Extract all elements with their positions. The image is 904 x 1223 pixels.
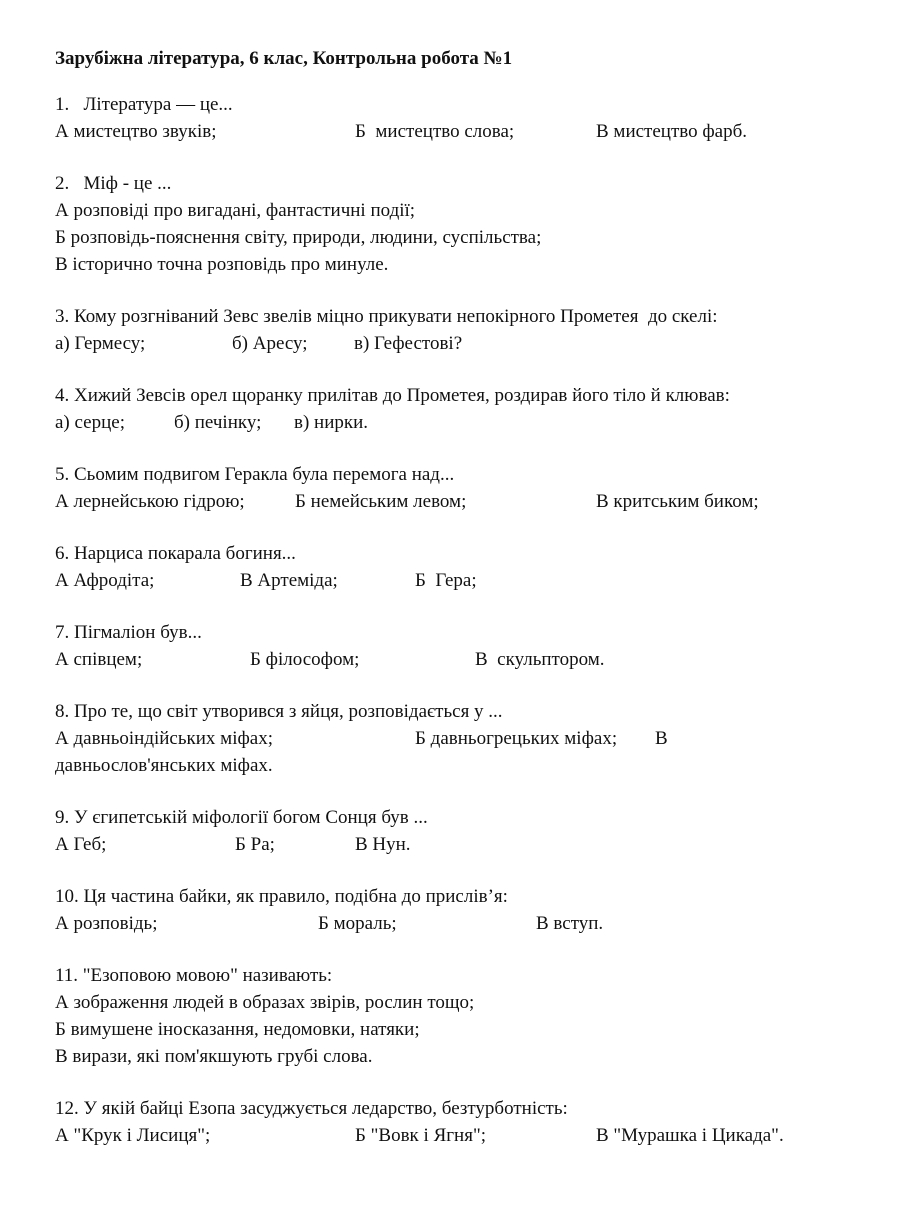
question-10 bbox=[55, 883, 855, 937]
answer-option-c: в) Гефестові? bbox=[354, 333, 463, 354]
answer-option-a: А розповідь; bbox=[55, 913, 158, 934]
answer-option-c: В критським биком; bbox=[596, 491, 759, 512]
answer-option-c: в) нирки. bbox=[294, 412, 369, 433]
question-11 bbox=[55, 962, 855, 1070]
answer-option-c: В вирази, які пом'якшують грубі слова. bbox=[55, 1046, 373, 1067]
answer-option-b: В Артеміда; bbox=[240, 570, 338, 591]
test-page bbox=[55, 46, 855, 1174]
answer-option-c: В вступ. bbox=[536, 913, 604, 934]
answer-option-b: Б Ра; bbox=[235, 834, 275, 855]
question-text: 5. Сьомим подвигом Геракла була перемога над... bbox=[55, 464, 455, 485]
answer-option-b: Б давньогрецьких міфах; bbox=[415, 728, 618, 749]
answer-option-a: А мистецтво звуків; bbox=[55, 121, 217, 142]
answer-option-b: Б філософом; bbox=[250, 649, 360, 670]
question-text: 11. "Езоповою мовою" називають: bbox=[55, 965, 333, 986]
answer-option-a: А зображення людей в образах звірів, рослин тощо; bbox=[55, 992, 475, 1013]
question-text: 8. Про те, що світ утворився з яйця, розповідається у ... bbox=[55, 701, 503, 722]
question-text: 6. Нарциса покарала богиня... bbox=[55, 543, 296, 564]
question-2 bbox=[55, 170, 855, 278]
answer-option-c: В мистецтво фарб. bbox=[596, 121, 748, 142]
answer-option-b: б) печінку; bbox=[174, 412, 262, 433]
answer-option-a: А "Крук і Лисиця"; bbox=[55, 1125, 211, 1146]
answer-option-b: Б розповідь-пояснення світу, природи, людини, суспільства; bbox=[55, 227, 542, 248]
question-1 bbox=[55, 91, 855, 145]
answer-option-a: а) Гермесу; bbox=[55, 333, 146, 354]
answer-option-b: Б мистецтво слова; bbox=[355, 121, 515, 142]
answer-option-c: В "Мурашка і Цикада". bbox=[596, 1125, 784, 1146]
answer-option-c: В скульптором. bbox=[475, 649, 605, 670]
answer-option-a: а) серце; bbox=[55, 412, 125, 433]
answer-option-b: Б мораль; bbox=[318, 913, 397, 934]
answer-option-a: А лернейською гідрою; bbox=[55, 491, 245, 512]
question-text: 7. Пігмаліон був... bbox=[55, 622, 202, 643]
answer-option-b: б) Аресу; bbox=[232, 333, 308, 354]
question-text: 2. Міф - це ... bbox=[55, 173, 172, 194]
answer-option-b: Б немейським левом; bbox=[295, 491, 467, 512]
answer-option-c: В Нун. bbox=[355, 834, 411, 855]
question-text: 9. У єгипетській міфології богом Сонця був ... bbox=[55, 807, 428, 828]
page-title: Зарубіжна література, 6 клас, Контрольна робота №1 bbox=[55, 48, 513, 69]
answer-option-c: Б Гера; bbox=[415, 570, 477, 591]
answer-option-c: В історично точна розповідь про минуле. bbox=[55, 254, 389, 275]
question-5 bbox=[55, 461, 855, 515]
answer-option-a: А Геб; bbox=[55, 834, 107, 855]
answer-option-c-text: давньослов'янських міфах. bbox=[55, 755, 273, 776]
question-text: 1. Література — це... bbox=[55, 94, 233, 115]
answer-option-a: А співцем; bbox=[55, 649, 143, 670]
question-text: 12. У якій байці Езопа засуджується ледарство, безтурботність: bbox=[55, 1098, 568, 1119]
question-4 bbox=[55, 382, 855, 436]
question-8 bbox=[55, 698, 855, 779]
answer-option-a: А розповіді про вигадані, фантастичні події; bbox=[55, 200, 416, 221]
question-9 bbox=[55, 804, 855, 858]
question-12 bbox=[55, 1095, 855, 1149]
question-3 bbox=[55, 303, 855, 357]
answer-option-a: А давньоіндійських міфах; bbox=[55, 728, 274, 749]
question-text: 10. Ця частина байки, як правило, подібна до прислів’я: bbox=[55, 886, 508, 907]
question-text: 3. Кому розгніваний Зевс звелів міцно прикувати непокірного Прометея до скелі: bbox=[55, 306, 718, 327]
question-7 bbox=[55, 619, 855, 673]
answer-option-c-letter: В bbox=[655, 728, 668, 749]
question-text: 4. Хижий Зевсів орел щоранку прилітав до Прометея, роздирав його тіло й клював: bbox=[55, 385, 730, 406]
answer-option-b: Б вимушене іносказання, недомовки, натяки; bbox=[55, 1019, 420, 1040]
answer-option-b: Б "Вовк і Ягня"; bbox=[355, 1125, 486, 1146]
answer-option-a: А Афродіта; bbox=[55, 570, 155, 591]
question-6 bbox=[55, 540, 855, 594]
